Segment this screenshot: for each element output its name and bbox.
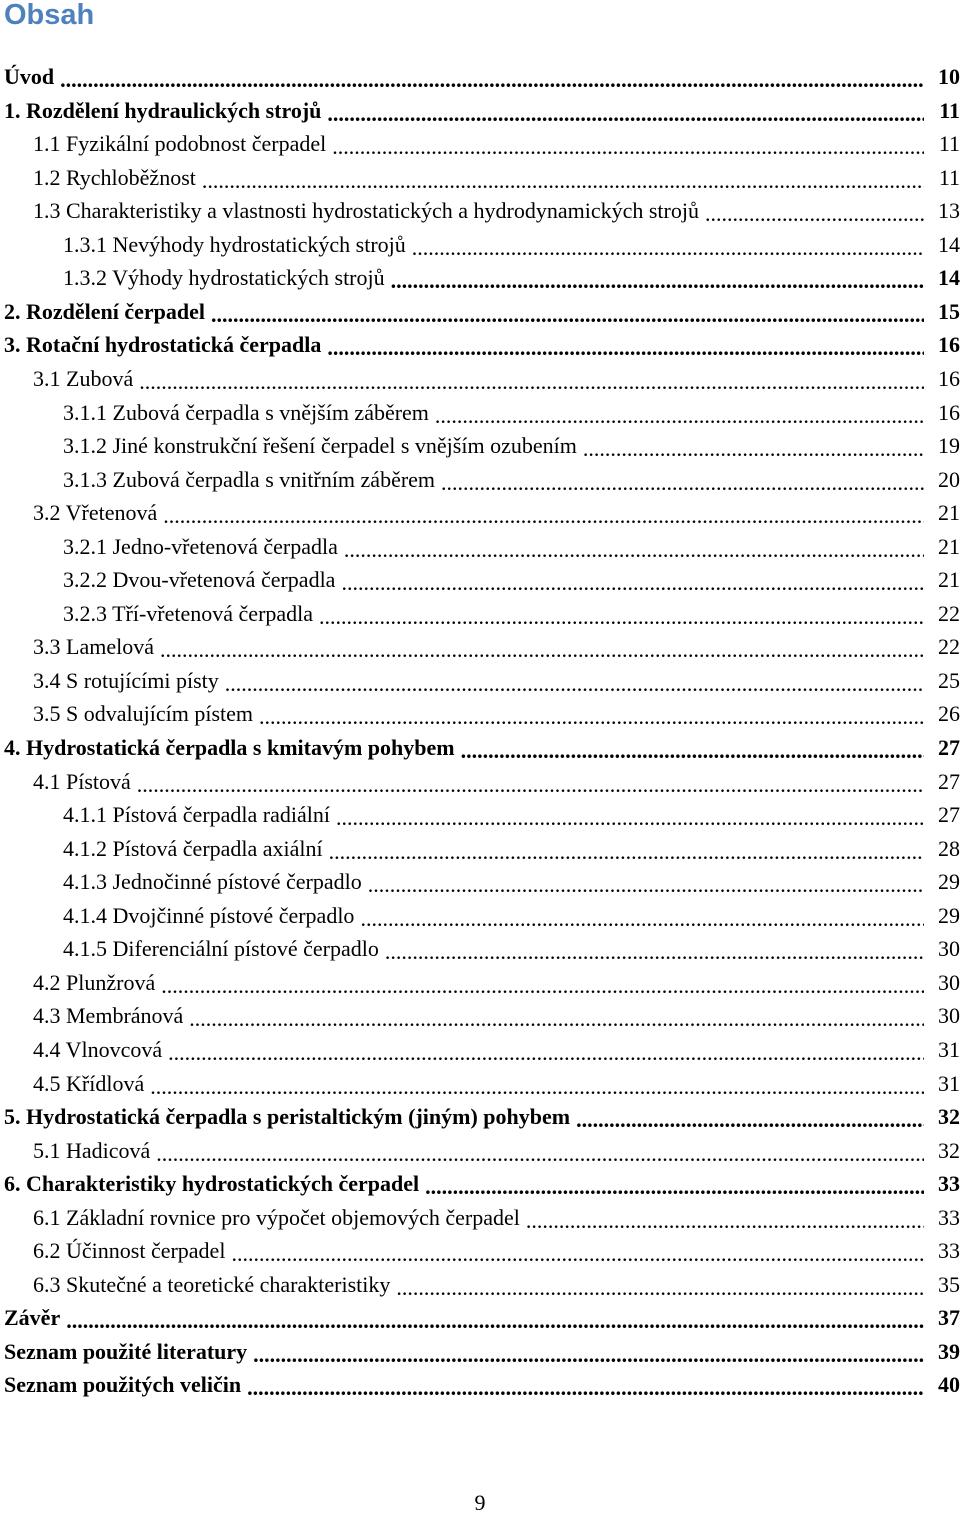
toc-dot-leader bbox=[161, 974, 924, 998]
toc-entry-title: 1.3.2 Výhody hydrostatických strojů bbox=[63, 265, 385, 291]
toc-entry-title: 1.3 Charakteristiky a vlastnosti hydrostatických a hydrodynamických strojů bbox=[33, 198, 699, 224]
toc-entry-title: 3.3 Lamelová bbox=[33, 634, 154, 660]
toc-dot-leader bbox=[168, 1041, 924, 1065]
toc-entry-page: 33 bbox=[938, 1238, 960, 1264]
toc-entry-title: 1.3.1 Nevýhody hydrostatických strojů bbox=[63, 231, 406, 257]
toc-dot-leader bbox=[461, 739, 924, 763]
toc-entry[interactable] bbox=[0, 797, 960, 830]
toc-entry[interactable] bbox=[0, 898, 960, 931]
toc-entry[interactable] bbox=[0, 965, 960, 998]
toc-entry[interactable] bbox=[0, 361, 960, 394]
toc-dot-leader bbox=[189, 1007, 924, 1031]
toc-entry-title: Závěr bbox=[4, 1305, 61, 1331]
toc-entry[interactable] bbox=[0, 93, 960, 126]
toc-entry-page: 14 bbox=[938, 265, 960, 291]
toc-entry-page: 10 bbox=[938, 64, 960, 89]
toc-dot-leader bbox=[327, 336, 924, 360]
toc-entry-title: 6. Charakteristiky hydrostatických čerpadel bbox=[4, 1171, 420, 1197]
toc-dot-leader bbox=[202, 169, 924, 193]
toc-entry[interactable] bbox=[0, 629, 960, 662]
toc-entry-page: 11 bbox=[939, 97, 960, 123]
toc-dot-leader bbox=[435, 404, 924, 428]
toc-entry-title: 3.4 S rotujícími písty bbox=[33, 667, 219, 693]
toc-dot-leader bbox=[211, 303, 924, 327]
toc-dot-leader bbox=[225, 672, 924, 696]
toc-entry[interactable] bbox=[0, 1133, 960, 1166]
toc-entry-page: 22 bbox=[938, 634, 960, 660]
toc-entry-page: 30 bbox=[938, 969, 960, 995]
toc-entry[interactable] bbox=[0, 495, 960, 528]
toc-entry-title: Seznam použité literatury bbox=[4, 1338, 248, 1364]
toc-entry[interactable] bbox=[0, 663, 960, 696]
toc-dot-leader bbox=[137, 773, 924, 797]
toc-entry-title: 4.4 Vlnovcová bbox=[33, 1036, 163, 1062]
toc-entry-page: 33 bbox=[938, 1204, 960, 1230]
toc-entry[interactable] bbox=[0, 1166, 960, 1199]
toc-entry-title: 2. Rozdělení čerpadel bbox=[4, 298, 206, 324]
toc-dot-leader bbox=[332, 135, 924, 159]
toc-entry[interactable] bbox=[0, 193, 960, 226]
toc-entry-title: 6.1 Základní rovnice pro výpočet objemových čerpadel bbox=[33, 1204, 520, 1230]
toc-dot-leader bbox=[441, 471, 924, 495]
toc-entry-page: 16 bbox=[938, 399, 960, 425]
toc-entry-page: 25 bbox=[938, 667, 960, 693]
toc-entry-title: 6.2 Účinnost čerpadel bbox=[33, 1238, 226, 1264]
toc-entry-page: 32 bbox=[938, 1137, 960, 1163]
toc-entry-title: 4.1 Pístová bbox=[33, 768, 131, 794]
toc-entry-page: 37 bbox=[938, 1305, 960, 1331]
toc-dot-leader bbox=[327, 102, 924, 126]
toc-entry[interactable] bbox=[0, 395, 960, 428]
toc-dot-leader bbox=[391, 269, 924, 293]
toc-dot-leader bbox=[163, 504, 924, 528]
toc-dot-leader bbox=[66, 1309, 924, 1333]
toc-entry[interactable] bbox=[0, 696, 960, 729]
toc-entry[interactable] bbox=[0, 227, 960, 260]
toc-entry[interactable] bbox=[0, 1233, 960, 1266]
toc-entry[interactable] bbox=[0, 730, 960, 763]
toc-dot-leader bbox=[341, 571, 924, 595]
toc-entry[interactable] bbox=[0, 596, 960, 629]
toc-entry[interactable] bbox=[0, 529, 960, 562]
toc-dot-leader bbox=[344, 538, 924, 562]
toc-entry[interactable] bbox=[0, 428, 960, 461]
toc-entry[interactable] bbox=[0, 1099, 960, 1132]
toc-entry-title: 4.1.2 Pístová čerpadla axiální bbox=[63, 835, 323, 861]
toc-entry-page: 27 bbox=[938, 735, 960, 760]
toc-entry-title: 5. Hydrostatická čerpadla s peristaltickým (jiným) pohybem bbox=[4, 1104, 571, 1130]
toc-dot-leader bbox=[139, 370, 924, 394]
toc-entry-page: 16 bbox=[938, 365, 960, 391]
toc-entry[interactable] bbox=[0, 562, 960, 595]
toc-entry-title: 1. Rozdělení hydraulických strojů bbox=[4, 97, 322, 123]
toc-dot-leader bbox=[526, 1209, 924, 1233]
toc-dot-leader bbox=[329, 840, 924, 864]
toc-entry-title: 6.3 Skutečné a teoretické charakteristiky bbox=[33, 1271, 391, 1297]
toc-dot-leader bbox=[425, 1175, 924, 1199]
toc-entry[interactable] bbox=[0, 260, 960, 293]
toc-entry-page: 27 bbox=[938, 802, 960, 828]
toc-entry-page: 21 bbox=[938, 567, 960, 593]
toc-dot-leader bbox=[156, 1142, 924, 1166]
toc-entry[interactable] bbox=[0, 764, 960, 797]
toc-entry-page: 20 bbox=[938, 466, 960, 492]
toc-entry[interactable] bbox=[0, 126, 960, 159]
toc-entry-title: 1.2 Rychloběžnost bbox=[33, 164, 196, 190]
toc-entry-page: 27 bbox=[938, 768, 960, 794]
toc-dot-leader bbox=[253, 1343, 924, 1367]
toc-dot-leader bbox=[396, 1276, 924, 1300]
toc-entry[interactable] bbox=[0, 1032, 960, 1065]
toc-entry-title: 3.2 Vřetenová bbox=[33, 500, 158, 526]
toc-entry-page: 21 bbox=[938, 533, 960, 559]
toc-entry-page: 16 bbox=[938, 332, 960, 358]
toc-entry-page: 15 bbox=[938, 298, 960, 324]
toc-entry-title: 3.2.3 Tří-vřetenová čerpadla bbox=[63, 600, 314, 626]
toc-dot-leader bbox=[247, 1376, 924, 1400]
toc-dot-leader bbox=[705, 202, 924, 226]
toc-entry-page: 21 bbox=[938, 500, 960, 526]
toc-dot-leader bbox=[319, 605, 924, 629]
toc-dot-leader bbox=[150, 1075, 924, 1099]
toc-entry[interactable] bbox=[0, 462, 960, 495]
toc-entry[interactable] bbox=[0, 864, 960, 897]
toc-entry-page: 31 bbox=[938, 1036, 960, 1062]
toc-entry-page: 33 bbox=[938, 1171, 960, 1197]
toc-dot-leader bbox=[385, 940, 924, 964]
toc-dot-leader bbox=[336, 806, 924, 830]
toc-entry-title: 1.1 Fyzikální podobnost čerpadel bbox=[33, 131, 327, 157]
toc-dot-leader bbox=[360, 907, 924, 931]
toc-dot-leader bbox=[60, 68, 924, 92]
toc-entry[interactable] bbox=[0, 294, 960, 327]
toc-dot-leader bbox=[160, 638, 924, 662]
toc-entry[interactable] bbox=[0, 1367, 960, 1400]
toc-entry[interactable] bbox=[0, 1267, 960, 1300]
toc-entry-page: 13 bbox=[938, 198, 960, 224]
toc-heading: Obsah bbox=[4, 0, 95, 31]
toc-dot-leader bbox=[259, 705, 924, 729]
toc-entry-page: 22 bbox=[938, 600, 960, 626]
toc-entry[interactable] bbox=[0, 1200, 960, 1233]
toc-entry[interactable] bbox=[0, 59, 960, 92]
toc-entry-title: 3.5 S odvalujícím pístem bbox=[33, 701, 253, 727]
toc-entry-title: 4.1.3 Jednočinné pístové čerpadlo bbox=[63, 869, 362, 895]
toc-entry-title: 3.1 Zubová bbox=[33, 365, 134, 391]
toc-entry-title: Úvod bbox=[4, 64, 55, 89]
toc-dot-leader bbox=[368, 873, 924, 897]
toc-dot-leader bbox=[576, 1108, 924, 1132]
toc-entry-page: 19 bbox=[938, 433, 960, 459]
toc-entry-title: 4.1.4 Dvojčinné pístové čerpadlo bbox=[63, 902, 355, 928]
toc-entry[interactable] bbox=[0, 1334, 960, 1367]
toc-entry-page: 29 bbox=[938, 869, 960, 895]
toc-entry-page: 11 bbox=[938, 131, 960, 157]
toc-entry-page: 28 bbox=[938, 835, 960, 861]
toc-entry-title: Seznam použitých veličin bbox=[4, 1372, 242, 1398]
toc-entry-page: 29 bbox=[938, 902, 960, 928]
toc-entry-page: 31 bbox=[938, 1070, 960, 1096]
toc-entry-page: 14 bbox=[938, 231, 960, 257]
toc-entry-page: 11 bbox=[938, 164, 960, 190]
toc-entry[interactable] bbox=[0, 931, 960, 964]
toc-entry-title: 3.2.2 Dvou-vřetenová čerpadla bbox=[63, 567, 336, 593]
page-number: 9 bbox=[474, 1490, 486, 1515]
toc-entry-title: 4.5 Křídlová bbox=[33, 1070, 145, 1096]
toc-entry-title: 4.3 Membránová bbox=[33, 1003, 184, 1029]
toc-entry[interactable] bbox=[0, 160, 960, 193]
toc-entry-title: 4.1.5 Diferenciální pístové čerpadlo bbox=[63, 936, 379, 962]
toc-entry-title: 3.2.1 Jedno-vřetenová čerpadla bbox=[63, 533, 338, 559]
toc-entry-page: 35 bbox=[938, 1271, 960, 1297]
toc-entry-page: 39 bbox=[938, 1338, 960, 1364]
toc-entry-page: 32 bbox=[938, 1104, 960, 1130]
toc-entry-page: 26 bbox=[938, 701, 960, 727]
toc-entry-title: 4.2 Plunžrová bbox=[33, 969, 156, 995]
toc-entry-page: 40 bbox=[938, 1372, 960, 1398]
toc-dot-leader bbox=[231, 1242, 924, 1266]
toc-entry-title: 3.1.3 Zubová čerpadla s vnitřním záběrem bbox=[63, 466, 436, 492]
toc-entry[interactable] bbox=[0, 831, 960, 864]
toc-entry[interactable] bbox=[0, 1066, 960, 1099]
toc-entry[interactable] bbox=[0, 327, 960, 360]
toc-entry[interactable] bbox=[0, 998, 960, 1031]
toc-dot-leader bbox=[412, 236, 924, 260]
toc-entry[interactable] bbox=[0, 1300, 960, 1333]
toc-entry-title: 5.1 Hadicová bbox=[33, 1137, 151, 1163]
toc-entry-page: 30 bbox=[938, 1003, 960, 1029]
toc-entry-title: 3.1.2 Jiné konstrukční řešení čerpadel s vnějším ozubením bbox=[63, 433, 577, 459]
toc-dot-leader bbox=[583, 437, 924, 461]
toc-entry-title: 4. Hydrostatická čerpadla s kmitavým pohybem bbox=[4, 735, 455, 760]
toc-entry-title: 4.1.1 Pístová čerpadla radiální bbox=[63, 802, 330, 828]
toc-entry-title: 3.1.1 Zubová čerpadla s vnějším záběrem bbox=[63, 399, 429, 425]
toc-entry-title: 3. Rotační hydrostatická čerpadla bbox=[4, 332, 322, 358]
toc-entry-page: 30 bbox=[938, 936, 960, 962]
